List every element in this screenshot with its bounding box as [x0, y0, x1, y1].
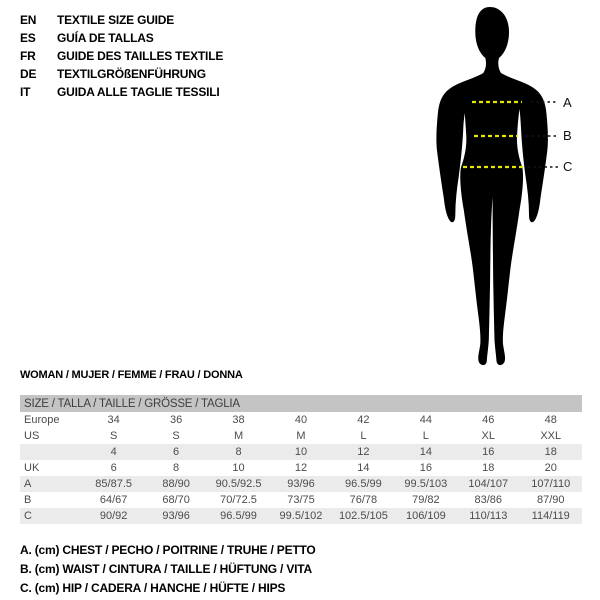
row-label: UK — [24, 462, 40, 474]
cell: 96.5/99 — [332, 476, 394, 492]
size-table-header: SIZE / TALLA / TAILLE / GRÖSSE / TAGLIA — [20, 395, 582, 412]
row-label: A — [20, 476, 82, 492]
row-label — [20, 444, 82, 460]
table-row-hip-c — [20, 508, 582, 524]
title-block — [20, 11, 223, 101]
cell: 14 — [357, 462, 370, 474]
cell: 93/96 — [145, 508, 207, 524]
size-table-header-row — [20, 395, 582, 412]
cell: 87/90 — [536, 494, 565, 506]
table-row-europe — [20, 412, 582, 428]
row-label: US — [24, 430, 40, 442]
lang-code-fr: FR — [20, 49, 36, 63]
title-row-en — [20, 11, 223, 29]
cell: 34 — [107, 414, 120, 426]
table-row-us-numeric — [20, 444, 582, 460]
cell: S — [172, 430, 180, 442]
cell: 6 — [145, 444, 207, 460]
cell: 8 — [173, 462, 180, 474]
title-text-es: GUÍA DE TALLAS — [57, 31, 154, 45]
title-text-de: TEXTILGRÖßENFÜHRUNG — [57, 67, 206, 81]
measure-label-a: A — [563, 95, 572, 110]
cell: 102.5/105 — [332, 508, 394, 524]
cell: 96.5/99 — [207, 508, 269, 524]
cell: 73/75 — [287, 494, 315, 506]
cell: 10 — [270, 444, 332, 460]
table-row-chest-a — [20, 476, 582, 492]
title-row-fr — [20, 47, 223, 65]
cell: 20 — [544, 462, 557, 474]
title-row-de — [20, 65, 223, 83]
lang-code-es: ES — [20, 31, 36, 45]
cell: 90/92 — [82, 508, 144, 524]
cell: 38 — [232, 414, 245, 426]
cell: 12 — [294, 462, 308, 474]
woman-silhouette-figure — [400, 0, 600, 390]
cell: 48 — [544, 414, 557, 426]
title-row-es — [20, 29, 223, 47]
table-row-us-letter — [20, 428, 582, 444]
cell: 16 — [419, 462, 432, 474]
cell: 16 — [457, 444, 519, 460]
cell: 107/110 — [520, 476, 583, 492]
row-label: Europe — [24, 414, 60, 426]
cell: 68/70 — [162, 494, 190, 506]
cell: 114/119 — [520, 508, 583, 524]
woman-body-silhouette — [436, 7, 548, 365]
measurement-legend — [20, 541, 316, 598]
title-text-it: GUIDA ALLE TAGLIE TESSILI — [57, 85, 220, 99]
table-row-waist-b — [20, 492, 582, 508]
cell: 93/96 — [270, 476, 332, 492]
cell: 64/67 — [99, 494, 128, 506]
cell: L — [360, 430, 367, 442]
cell: 70/72.5 — [220, 494, 257, 506]
lang-code-de: DE — [20, 67, 37, 81]
cell: 79/82 — [412, 494, 440, 506]
row-label: C — [20, 508, 82, 524]
cell: 104/107 — [457, 476, 519, 492]
table-row-uk — [20, 460, 582, 476]
cell: XXL — [540, 430, 562, 442]
cell: 4 — [82, 444, 144, 460]
cell: S — [109, 430, 118, 442]
cell: 88/90 — [145, 476, 207, 492]
cell: XL — [481, 430, 496, 442]
cell: 18 — [482, 462, 495, 474]
cell: 10 — [232, 462, 245, 474]
category-line: WOMAN / MUJER / FEMME / FRAU / DONNA — [20, 369, 243, 381]
cell: 14 — [395, 444, 457, 460]
measure-label-b: B — [563, 128, 572, 143]
lang-code-it: IT — [20, 85, 31, 99]
cell: 40 — [294, 414, 308, 426]
cell: L — [422, 430, 429, 442]
cell: M — [296, 430, 306, 442]
cell: 83/86 — [474, 494, 503, 506]
cell: 106/109 — [395, 508, 457, 524]
measure-label-c: C — [563, 159, 573, 174]
cell: 44 — [419, 414, 432, 426]
legend-line-hip: C. (cm) HIP / CADERA / HANCHE / HÜFTE / HIPS — [20, 581, 286, 595]
cell: M — [233, 430, 244, 442]
cell: 85/87.5 — [82, 476, 144, 492]
size-table — [20, 395, 582, 524]
cell: 110/113 — [457, 508, 519, 524]
title-text-fr: GUIDE DES TAILLES TEXTILE — [57, 49, 224, 63]
cell: 99.5/102 — [270, 508, 332, 524]
cell: 99.5/103 — [395, 476, 457, 492]
legend-line-chest: A. (cm) CHEST / PECHO / POITRINE / TRUHE / PETTO — [20, 543, 316, 557]
cell: 76/78 — [349, 494, 378, 506]
title-row-it — [20, 83, 223, 101]
cell: 36 — [169, 414, 183, 426]
legend-line-waist: B. (cm) WAIST / CINTURA / TAILLE / HÜFTUNG / VITA — [20, 562, 312, 576]
title-text-en: TEXTILE SIZE GUIDE — [57, 13, 175, 27]
cell: 6 — [110, 462, 117, 474]
cell: 42 — [357, 414, 370, 426]
row-label: B — [24, 494, 32, 506]
lang-code-en: EN — [20, 13, 37, 27]
cell: 12 — [332, 444, 394, 460]
cell: 8 — [207, 444, 269, 460]
cell: 46 — [482, 414, 495, 426]
cell: 18 — [520, 444, 583, 460]
cell: 90.5/92.5 — [207, 476, 269, 492]
